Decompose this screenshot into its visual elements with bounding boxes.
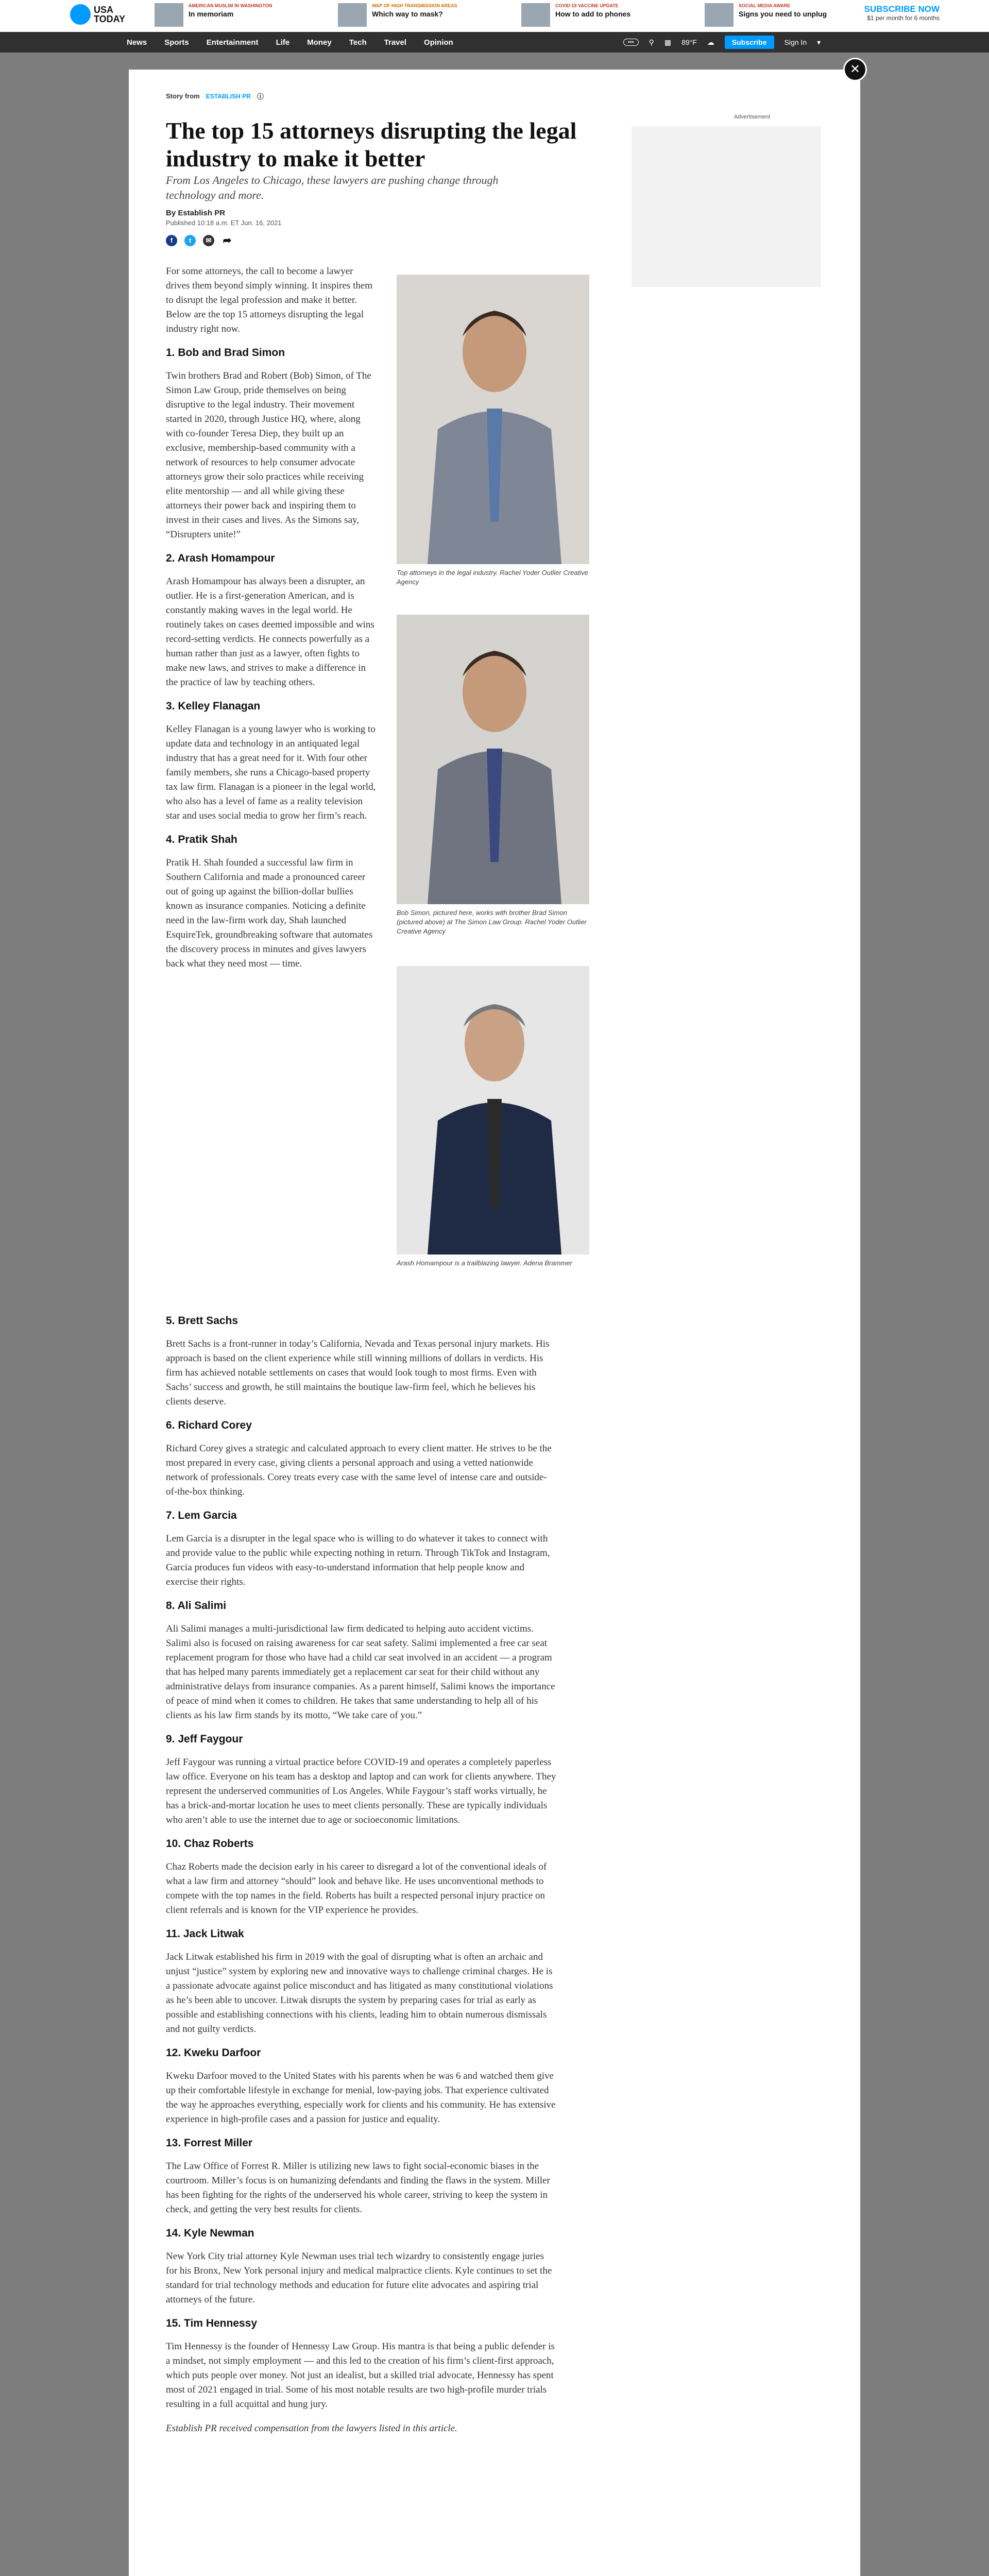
nav-item-money[interactable]: Money	[307, 38, 332, 47]
nav-item-life[interactable]: Life	[276, 38, 290, 47]
section-heading: 5. Brett Sachs	[166, 1315, 238, 1327]
trending-thumbnail	[521, 3, 550, 27]
nav-item-tech[interactable]: Tech	[349, 38, 367, 47]
section-paragraph: New York City trial attorney Kyle Newman uses trial tech wizardry to consistently engage juries for his Bronx, New York personal injury and medical malpractice clients. Kyle continues to set the standard for trial technology methods and education for future elite advocates and aspiring trial attorneys of the future.	[166, 2251, 552, 2305]
trending-tag: SOCIAL MEDIA AWARE	[739, 3, 791, 8]
sign-in-link[interactable]: Sign In	[784, 38, 807, 46]
trending-tag: WAP OF HIGH TRANSMISSION AREAS	[372, 3, 457, 8]
trending-item[interactable]	[705, 3, 859, 27]
subscribe-now-link[interactable]: SUBSCRIBE NOW	[864, 4, 940, 14]
weather-temp[interactable]: 89°F	[681, 38, 697, 46]
section-paragraph: Brett Sachs is a front-runner in today’s California, Nevada and Texas personal injury markets. His approach is based on the client experience while still winning millions of dollars in verdicts. His firm has achieved notable settlements on cases that would look tough to most firms. Even with Sachs’ success and growth, he still maintains the boutique law-firm feel, which he believes his clients deserve.	[166, 1338, 550, 1407]
photo-caption: Arash Homampour is a trailblazing lawyer. Adena Brammer	[397, 1259, 572, 1267]
trending-title: Which way to mask?	[372, 10, 443, 18]
trending-item[interactable]	[521, 3, 691, 27]
attorney-photo	[397, 275, 589, 564]
close-modal-button[interactable]: ✕	[843, 58, 867, 81]
byline: By Establish PR	[166, 209, 226, 217]
attorney-photo	[397, 966, 589, 1255]
trending-item[interactable]	[155, 3, 325, 27]
trending-title: Signs you need to unplug	[739, 10, 827, 18]
more-menu-icon[interactable]: •••	[623, 39, 639, 46]
compensation-note: Establish PR received compensation from the lawyers listed in this article.	[166, 2423, 457, 2434]
twitter-share-icon[interactable]: t	[184, 235, 196, 246]
section-paragraph: Tim Hennessy is the founder of Hennessy Law Group. His mantra is that being a public defender is a mindset, not simply employment — and this led to the creation of his firm’s client-first approach, which puts people over money. Not just an idealist, but a skilled trial advocate, Hennessy has spent most of 2021 engaged in trial. Some of his most notable results are two high-profile murder trials resulting in a full acquittal and hung jury.	[166, 2341, 555, 2410]
photo-caption: Bob Simon, pictured here, works with brother Brad Simon (pictured above) at The Simon Law Group. Rachel Yoder Outlier Creative Agency	[397, 909, 587, 935]
nav-item-entertainment[interactable]: Entertainment	[206, 38, 259, 47]
section-heading: 15. Tim Hennessy	[166, 2317, 258, 2329]
search-icon[interactable]: ⚲	[649, 38, 654, 46]
section-heading: 11. Jack Litwak	[166, 1928, 244, 1940]
headline: The top 15 attorneys disrupting the legal industry to make it better	[166, 117, 577, 172]
article-modal	[129, 70, 860, 2576]
section-paragraph: Kweku Darfoor moved to the United States with his parents when he was 6 and watched them give up their comfortable lifestyle in exchange for menial, low-paying jobs. That experience cultivated the way he approaches everything, especially work for clients and his community. He has extensive experience in high-profile cases and a passion for justice and equality.	[166, 2071, 556, 2125]
trending-tag: COVID-19 VACCINE UPDATE	[555, 3, 619, 8]
nav-subscribe-button[interactable]: Subscribe	[725, 36, 774, 49]
main-nav	[0, 32, 989, 53]
section-paragraph: The Law Office of Forrest R. Miller is utilizing new laws to fight social-economic biases in the courtroom. Miller’s focus is on humanizing defendants and finding the flaws in the system. Miller has been fighting for the rights of the underserved his whole career, striving to keep the system in check, and getting the very best results for clients.	[166, 2161, 550, 2215]
trending-title: In memoriam	[189, 10, 234, 18]
section-paragraph: Lem Garcia is a disrupter in the legal space who is willing to do whatever it takes to connect with and provide value to the public while expecting nothing in return. Through TikTok and Instagram, Garcia produces fun videos with easy-to-understand information that help people know and exercise their rights.	[166, 1533, 550, 1587]
trending-thumbnail	[338, 3, 367, 27]
facebook-share-icon[interactable]: f	[166, 235, 177, 246]
section-heading: 7. Lem Garcia	[166, 1510, 237, 1521]
trending-title: How to add to phones	[555, 10, 631, 18]
section-heading: 4. Pratik Shah	[166, 834, 237, 845]
share-bar-top	[166, 234, 243, 247]
photo-2[interactable]	[397, 615, 589, 936]
article-body-wide	[166, 1311, 557, 2446]
advertisement-label: Advertisement	[734, 114, 771, 120]
section-paragraph: Arash Homampour has always been a disrupter, an outlier. He is a first-generation American, and is constantly making waves in the legal world. He routinely takes on cases deemed impossible and wins record-setting verdicts. He connects powerfully as a human rather than just as a lawyer, often fights to make new laws, and strives to make a difference in the practice of law by teaching others.	[166, 576, 374, 688]
section-heading: 3. Kelley Flanagan	[166, 700, 261, 712]
story-from-text: Story from	[166, 92, 200, 100]
section-paragraph: Chaz Roberts made the decision early in his career to disregard a lot of the conventional ideals of what a law firm and attorney “should” look and behave like. He uses unconventional methods to compete with the top names in the field. Roberts has built a respected personal injury practice on client referrals and is known for the VIP experience he provides.	[166, 1861, 547, 1916]
section-paragraph: Richard Corey gives a strategic and calculated approach to every client matter. He strives to be the most prepared in every case, giving clients a personal approach and using a vetted nationwide network of professionals. Corey treats every case with the same level of intense care and outside-of-the-box thinking.	[166, 1443, 552, 1497]
section-heading: 10. Chaz Roberts	[166, 1838, 254, 1850]
intro-paragraph: For some attorneys, the call to become a lawyer drives them beyond simply winning. It inspires them to disrupt the legal profession and make it better. Below are the top 15 attorneys disrupting the legal industry right now.	[166, 266, 373, 334]
section-heading: 1. Bob and Brad Simon	[166, 347, 285, 359]
logo-circle-icon	[70, 4, 91, 25]
nav-item-news[interactable]: News	[127, 38, 147, 47]
advertisement-slot[interactable]	[632, 126, 821, 287]
section-heading: 14. Kyle Newman	[166, 2227, 254, 2239]
nav-item-travel[interactable]: Travel	[384, 38, 407, 47]
site-header	[0, 0, 989, 32]
subheadline: From Los Angeles to Chicago, these lawyers are pushing change through technology and more.	[166, 174, 499, 201]
article-body-narrow	[166, 264, 378, 981]
section-heading: 6. Richard Corey	[166, 1419, 252, 1431]
photo-3[interactable]	[397, 966, 589, 1268]
section-paragraph: Ali Salimi manages a multi-jurisdictional law firm dedicated to helping auto accident victims. Salimi also is focused on raising awareness for car seat safety. Salimi implemented a free car seat replacement program for those who have had a child car seat involved in an accident — a program that has helped many parents immediately get a replacement car seat for their child without any administrative delays from insurance companies. As a parent himself, Salimi knows the importance of peace of mind when it comes to children. He takes that same understanding to help all of his clients as his law firm stands by its motto, “We take care of you.”	[166, 1623, 555, 1721]
trending-item[interactable]	[338, 3, 508, 27]
subscribe-price: $1 per month for 6 months	[867, 14, 940, 22]
subscribe-promo[interactable]	[864, 4, 940, 22]
weather-icon: ☁	[707, 38, 714, 46]
usa-today-logo[interactable]	[70, 4, 130, 25]
sponsor-brand[interactable]: ESTABLISH PR	[206, 92, 251, 100]
chevron-down-icon[interactable]: ▾	[817, 38, 821, 46]
email-share-icon[interactable]: ✉	[203, 235, 214, 246]
info-icon[interactable]: ⓘ	[257, 93, 264, 100]
section-paragraph: Jack Litwak established his firm in 2019 with the goal of disrupting what is often an archaic and unjust “justice” system by exploring new and innovative ways to challenge criminal charges. He is a passionate advocate against police misconduct and has litigated as many constitutional violations as he’s been able to uncover. Litwak disrupts the system by preparing cases for trial as early as possible and establishing connections with his clients, leading him to obtain numerous dismissals and not guilty verdicts.	[166, 1952, 553, 2035]
section-paragraph: Pratik H. Shah founded a successful law firm in Southern California and made a pronounced career out of going up against the billion-dollar bullies known as insurance companies. Noticing a definite need in the law-firm work day, Shah launched EsquireTek, groundbreaking software that automates the discovery process in minutes and gives lawyers back what they need most — time.	[166, 857, 373, 969]
section-heading: 9. Jeff Faygour	[166, 1733, 243, 1745]
section-heading: 8. Ali Salimi	[166, 1600, 227, 1612]
nav-item-opinion[interactable]: Opinion	[424, 38, 453, 47]
section-paragraph: Kelley Flanagan is a young lawyer who is working to update data and technology in an antiquated legal industry that has a great need for it. With four other family members, she runs a Chicago-based property tax law firm. Flanagan is a pioneer in the legal world, who also has a level of fame as a reality television star and uses social media to grow her firm’s reach.	[166, 724, 376, 821]
share-arrow-icon[interactable]: ➦	[223, 235, 232, 246]
photo-caption: Top attorneys in the legal industry. Rachel Yoder Outlier Creative Agency	[397, 569, 588, 586]
photo-1[interactable]	[397, 275, 589, 587]
apps-icon[interactable]: ▦	[664, 38, 672, 46]
publish-date: Published 10:18 a.m. ET Jun. 16, 2021	[166, 219, 282, 227]
section-heading: 2. Arash Homampour	[166, 552, 275, 564]
trending-tag: AMERICAN MUSLIM IN WASHINGTON	[189, 3, 272, 8]
section-paragraph: Jeff Faygour was running a virtual practice before COVID-19 and operates a completely paperless law office. Everyone on his team has a desktop and laptop and can work for clients anywhere. They represent the underserved communities of Los Angeles. While Faygour’s staff works virtually, he has a brick-and-mortar location he uses to meet clients personally. These are typically individuals who aren’t able to use the internet due to age or socioeconomic limitations.	[166, 1757, 556, 1825]
trending-thumbnail	[155, 3, 183, 27]
trending-thumbnail	[705, 3, 734, 27]
section-heading: 13. Forrest Miller	[166, 2137, 253, 2149]
logo-text: USA TODAY	[94, 5, 126, 24]
story-from-label	[166, 91, 264, 101]
section-heading: 12. Kweku Darfoor	[166, 2047, 261, 2059]
section-paragraph: Twin brothers Brad and Robert (Bob) Simon, of The Simon Law Group, pride themselves on being disruptive to the legal industry. Their movement started in 2020, through Justice HQ, where, along with co-founder Teresa Diep, they built up an exclusive, membership-based community with a network of resources to help consumer advocate attorneys grow their solo practices while receiving elite mentorship — and all while giving these attorneys their power back and inspiring them to invest in their cases and lives. As the Simons say, “Disrupters unite!”	[166, 370, 371, 540]
nav-item-sports[interactable]: Sports	[164, 38, 189, 47]
attorney-photo	[397, 615, 589, 904]
